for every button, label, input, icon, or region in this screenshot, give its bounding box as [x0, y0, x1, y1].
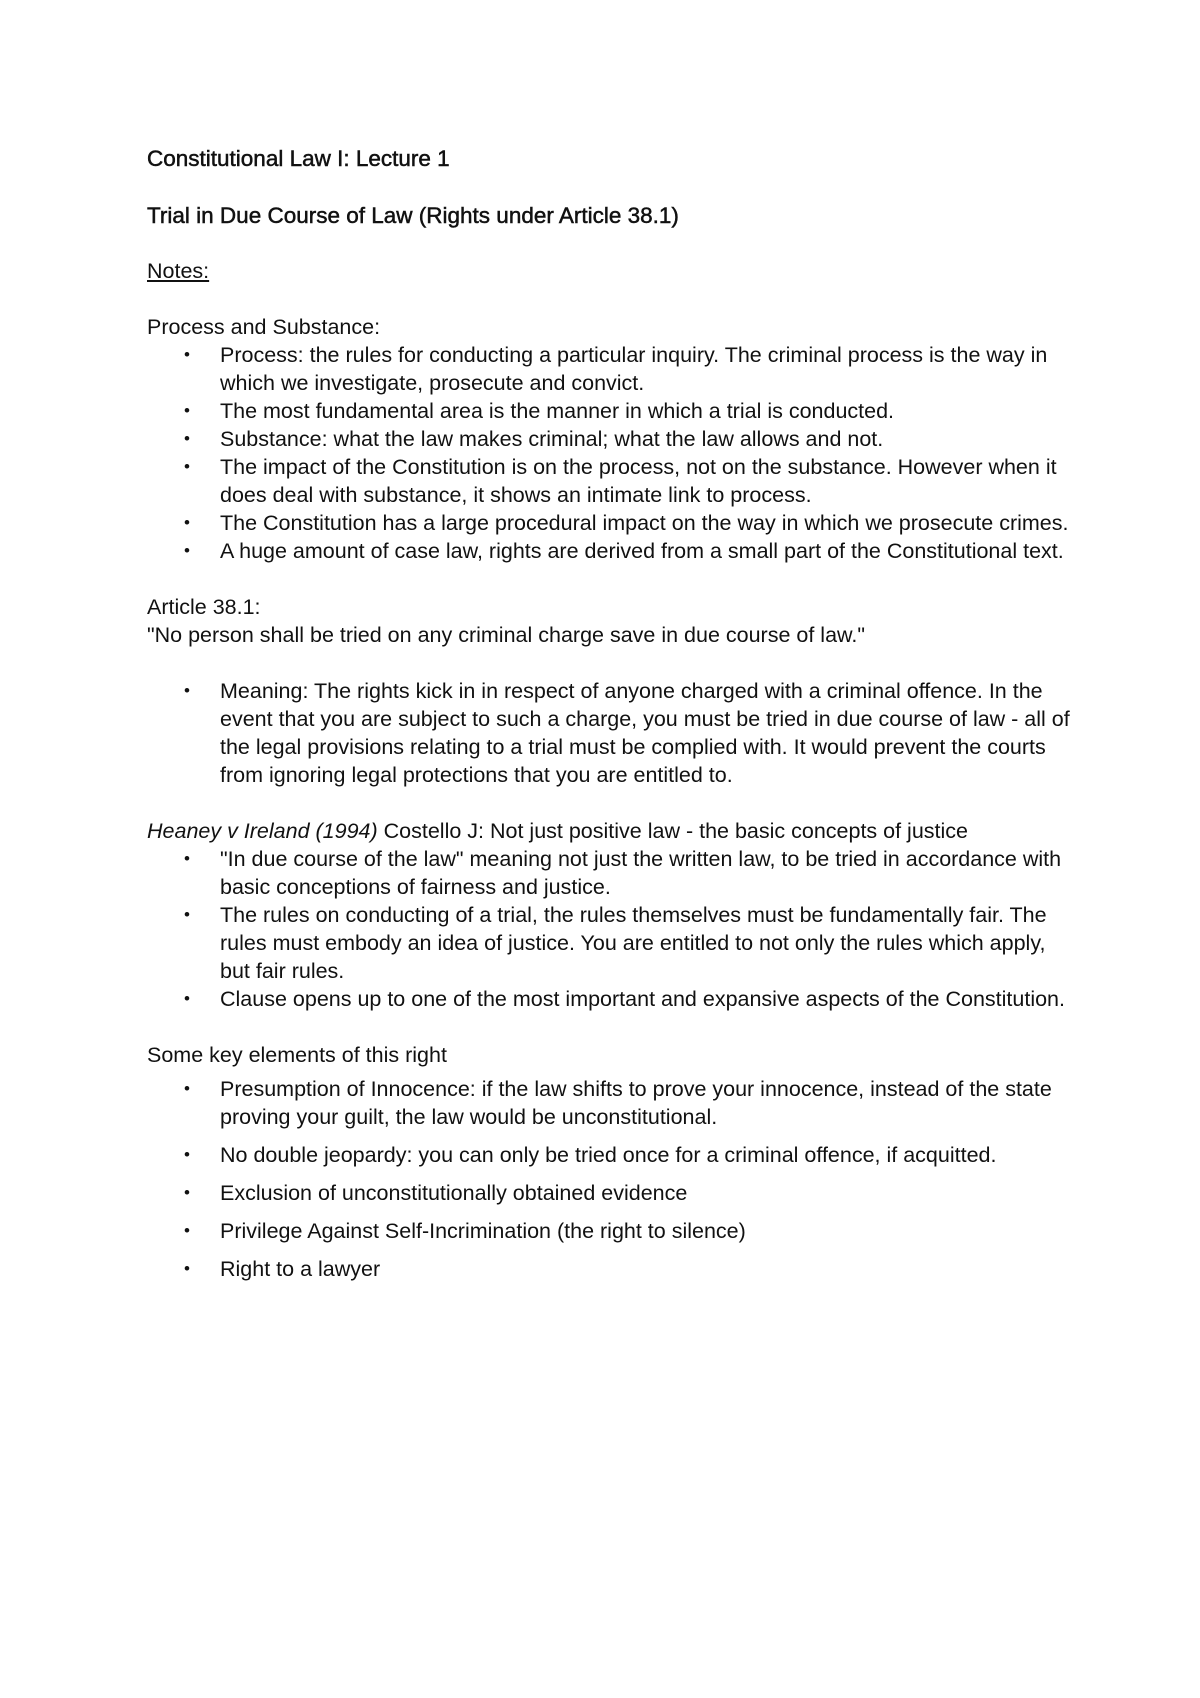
section-heading-heaney: [147, 817, 1080, 845]
list-item-text: The Constitution has a large procedural impact on the way in which we prosecute crimes.: [220, 511, 1069, 535]
list-item-text: The impact of the Constitution is on the process, not on the substance. However when it does deal with substance, it shows an intimate link to process.: [220, 455, 1057, 507]
list-item: [147, 341, 1080, 397]
heaney-list: [147, 845, 1080, 1013]
list-item: [147, 425, 1080, 453]
bullet-icon: •: [184, 1079, 190, 1098]
list-item: [147, 1255, 1080, 1283]
list-item: [147, 985, 1080, 1013]
list-item-text: "In due course of the law" meaning not just the written law, to be tried in accordance with basic conceptions of fairness and justice.: [220, 847, 1062, 899]
article-meaning-list: [147, 677, 1080, 789]
list-item: [147, 1075, 1080, 1131]
bullet-icon: •: [184, 1145, 190, 1164]
list-item-text: Presumption of Innocence: if the law shifts to prove your innocence, instead of the state proving your guilt, the law would be unconstitutional.: [220, 1077, 1052, 1129]
list-item: [147, 901, 1080, 985]
bullet-icon: •: [184, 401, 190, 420]
page-subtitle: Trial in Due Course of Law (Rights under Article 38.1): [147, 203, 679, 228]
bullet-icon: •: [184, 989, 190, 1008]
bullet-icon: •: [184, 429, 190, 448]
list-item-text: Clause opens up to one of the most important and expansive aspects of the Constitution.: [220, 987, 1065, 1011]
list-item: [147, 537, 1080, 565]
case-summary: Costello J: Not just positive law - the basic concepts of justice: [377, 819, 968, 843]
key-elements-list: [147, 1075, 1080, 1283]
bullet-icon: •: [184, 681, 190, 700]
page-title: Constitutional Law I: Lecture 1: [147, 146, 450, 171]
list-item-text: No double jeopardy: you can only be tried once for a criminal offence, if acquitted.: [220, 1143, 997, 1167]
list-item-text: Right to a lawyer: [220, 1257, 381, 1281]
list-item-text: Process: the rules for conducting a particular inquiry. The criminal process is the way in which we investigate, prosecute and convict.: [220, 343, 1048, 395]
list-item: [147, 1179, 1080, 1207]
section-heading-process-substance: Process and Substance:: [147, 315, 381, 339]
bullet-icon: •: [184, 905, 190, 924]
list-item-text: Meaning: The rights kick in in respect of anyone charged with a criminal offence. In the event that you are subject to such a charge, you must be tried in due course of law - all of the legal provisions relating to a trial must be complied with. It would prevent the courts from ignoring legal protections that you are entitled to.: [220, 679, 1070, 787]
process-substance-list: [147, 341, 1080, 565]
notes-label: Notes:: [147, 259, 210, 283]
bullet-icon: •: [184, 541, 190, 560]
bullet-icon: •: [184, 457, 190, 476]
list-item-text: Substance: what the law makes criminal; what the law allows and not.: [220, 427, 884, 451]
list-item: [147, 453, 1080, 509]
bullet-icon: •: [184, 1183, 190, 1202]
list-item-text: A huge amount of case law, rights are derived from a small part of the Constitutional text.: [220, 539, 1064, 563]
list-item-text: Privilege Against Self-Incrimination (the right to silence): [220, 1219, 746, 1243]
bullet-icon: •: [184, 345, 190, 364]
bullet-icon: •: [184, 1259, 190, 1278]
list-item-text: The rules on conducting of a trial, the rules themselves must be fundamentally fair. The rules must embody an idea of justice. You are entitled to not only the rules which apply, but fair rules.: [220, 903, 1047, 983]
section-heading-article-38-1: Article 38.1:: [147, 595, 261, 619]
list-item-text: The most fundamental area is the manner in which a trial is conducted.: [220, 399, 895, 423]
list-item: [147, 509, 1080, 537]
bullet-icon: •: [184, 849, 190, 868]
bullet-icon: •: [184, 513, 190, 532]
section-heading-key-elements: Some key elements of this right: [147, 1043, 447, 1067]
list-item: [147, 1141, 1080, 1169]
article-quote: "No person shall be tried on any criminal charge save in due course of law.": [147, 623, 865, 647]
list-item-text: Exclusion of unconstitutionally obtained evidence: [220, 1181, 688, 1205]
list-item: [147, 1217, 1080, 1245]
list-item: [147, 845, 1080, 901]
bullet-icon: •: [184, 1221, 190, 1240]
list-item: [147, 397, 1080, 425]
case-citation: Heaney v Ireland (1994): [147, 819, 378, 843]
list-item: [147, 677, 1080, 789]
